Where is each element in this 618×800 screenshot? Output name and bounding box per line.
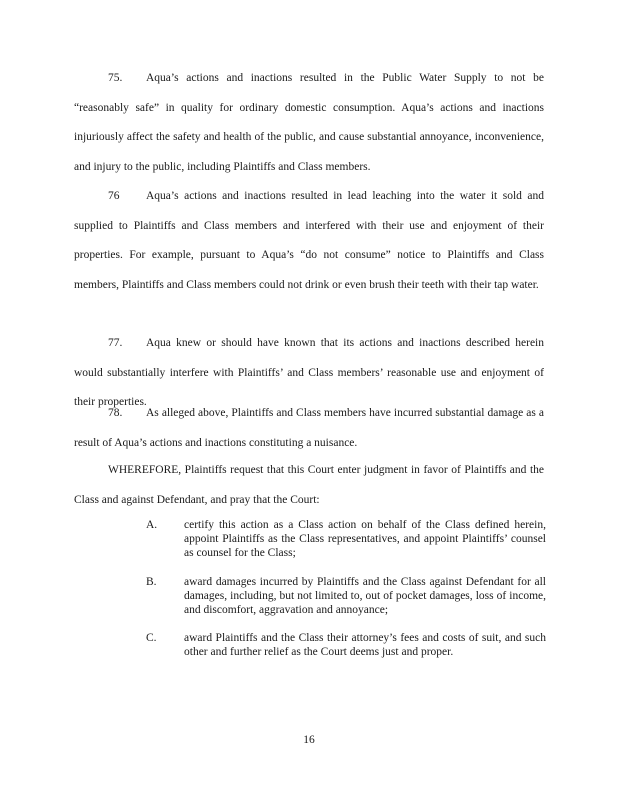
paragraph-number: 77. — [108, 337, 123, 349]
relief-item-b — [146, 575, 546, 618]
paragraph-text: As alleged above, Plaintiffs and Class members have incurred substantial damage as a result of Aqua’s actions and inactions constituting a nuisance. — [74, 407, 544, 449]
wherefore-clause: WHEREFORE, Plaintiffs request that this Court enter judgment in favor of Plaintiffs and the Class and against Defendant, and pray that the Court: — [74, 464, 544, 506]
relief-letter: A. — [146, 519, 158, 531]
paragraph-text: Aqua’s actions and inactions resulted in lead leaching into the water it sold and supplied to Plaintiffs and Class members and interfered with their use and enjoyment of their properties. For example, pursuant to Aqua’s “do not consume” notice to Plaintiffs and Class members, Plaintiffs and Class members could not drink or even brush their teeth with their tap water. — [74, 190, 544, 291]
relief-text: certify this action as a Class action on behalf of the Class defined herein, appoint Plaintiffs as the Class representatives, and appoint Plaintiffs’ counsel as counsel for the Class; — [184, 519, 546, 560]
relief-text: award Plaintiffs and the Class their attorney’s fees and costs of suit, and such other and further relief as the Court deems just and proper. — [184, 632, 546, 659]
paragraph-76 — [74, 182, 544, 300]
paragraph-number: 76 — [108, 190, 120, 202]
paragraph-75 — [74, 64, 544, 182]
paragraph-78 — [74, 399, 544, 458]
relief-item-a — [146, 518, 546, 561]
relief-list — [146, 518, 546, 674]
relief-text: award damages incurred by Plaintiffs and the Class against Defendant for all damages, including, but not limited to, out of pocket damages, loss of income, and discomfort, aggravation and annoyance; — [184, 575, 546, 617]
paragraph-text: Aqua knew or should have known that its actions and inactions described herein would substantially interfere with Plaintiffs’ and Class members’ reasonable use and enjoyment of their properties. — [74, 337, 544, 409]
relief-item-c — [146, 631, 546, 659]
paragraph-number: 78. — [108, 407, 123, 419]
page-number: 16 — [303, 734, 315, 746]
paragraph-text: Aqua’s actions and inactions resulted in the Public Water Supply to not be “reasonably safe” in quality for ordinary domestic consumption. Aqua’s actions and inactions injuriously affect the safety and health of the public, and cause substantial annoyance, inconvenience, and injury to the public, including Plaintiffs and Class members. — [74, 72, 544, 173]
paragraph-number: 75. — [108, 72, 123, 84]
relief-letter: C. — [146, 632, 157, 645]
relief-letter: B. — [146, 575, 157, 588]
